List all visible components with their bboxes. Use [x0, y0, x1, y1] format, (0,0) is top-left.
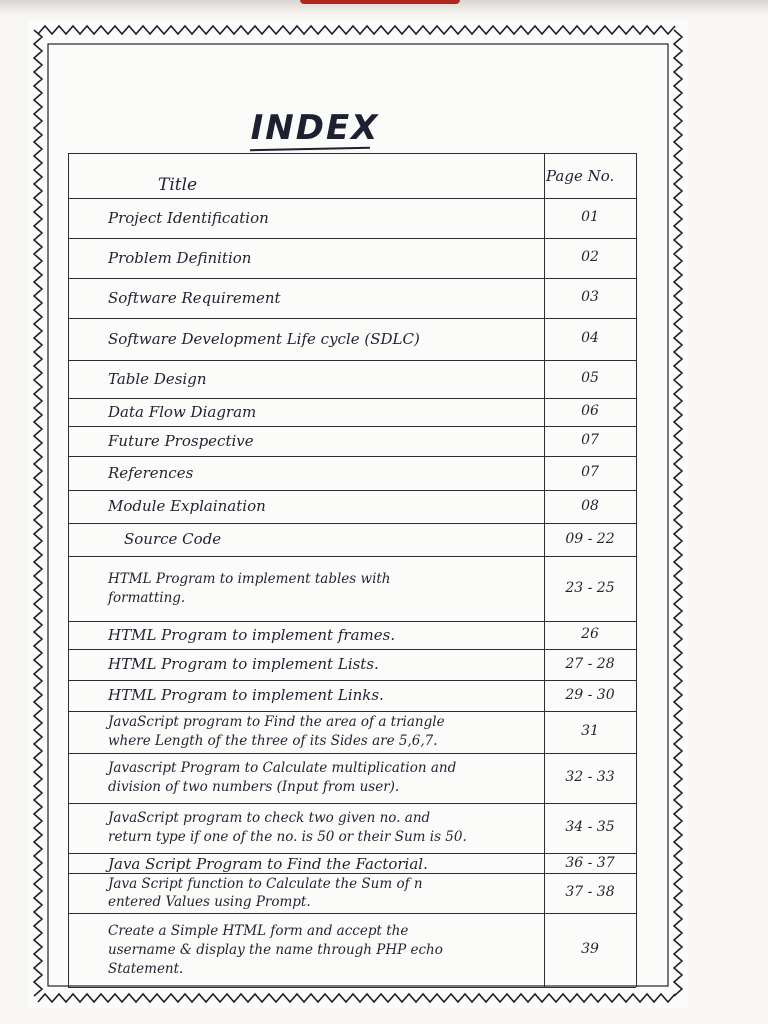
row-title: [108, 464, 193, 483]
table-row: [68, 711, 636, 753]
row-title: [108, 922, 443, 979]
row-rule: [68, 987, 636, 988]
row-rule: [68, 649, 636, 650]
row-title-line: Javascript Program to Calculate multiplication and: [108, 760, 457, 776]
binding-red-mark: [300, 0, 460, 4]
row-title-line: Table Design: [108, 369, 207, 388]
row-page-number: 09 - 22: [565, 530, 615, 547]
table-row: [68, 426, 636, 456]
row-rule: [68, 198, 636, 199]
row-title: [108, 686, 384, 705]
row-page-number: 03: [581, 289, 599, 305]
row-page-number: 04: [581, 330, 599, 346]
row-title-line: Statement.: [108, 960, 184, 977]
row-title-line: username & display the name through PHP echo: [108, 941, 443, 958]
row-page-number: 08: [581, 497, 599, 514]
table-row: [68, 523, 636, 556]
row-rule: [68, 278, 636, 279]
row-page-number: 39: [581, 941, 599, 957]
row-rule: [68, 711, 636, 712]
row-title: [108, 249, 251, 268]
row-title-line: entered Values using Prompt.: [108, 894, 311, 910]
row-title-line: Problem Definition: [108, 248, 252, 267]
row-page-number: 07: [581, 464, 599, 480]
table-row: [68, 753, 636, 803]
table-row: [68, 680, 636, 711]
title-column-header: Title: [158, 175, 198, 195]
row-page-number: 37 - 38: [565, 884, 615, 900]
row-page-number: 32 - 33: [565, 769, 615, 785]
row-title-line: HTML Program to implement Lists.: [108, 655, 379, 673]
table-row: [68, 873, 636, 913]
row-rule: [68, 913, 636, 914]
row-page-number: 27 - 28: [565, 655, 615, 672]
row-title-line: Module Explaination: [108, 497, 266, 515]
row-title-line: formatting.: [108, 589, 186, 606]
row-rule: [68, 490, 636, 491]
row-title: [108, 809, 467, 847]
row-title-line: JavaScript program to Find the area of a triangle: [108, 714, 445, 730]
row-title: [108, 370, 207, 389]
table-row: [68, 456, 636, 490]
row-title: [108, 209, 269, 228]
row-page-number: 34 - 35: [565, 819, 615, 835]
table-row: [68, 621, 636, 649]
table-row: [68, 803, 636, 853]
row-title-line: Java Script Program to Find the Factorial.: [108, 855, 428, 873]
row-rule: [68, 426, 636, 427]
table-row: [68, 913, 636, 987]
row-title: [108, 403, 256, 422]
table-row: [68, 398, 636, 426]
row-rule: [68, 398, 636, 399]
row-title: [108, 432, 254, 451]
table-row: [68, 490, 636, 523]
table-row: [68, 556, 636, 621]
row-title: [108, 626, 395, 645]
row-page-number: 05: [581, 370, 599, 386]
row-page-number: 31: [581, 723, 599, 739]
row-title-line: HTML Program to implement tables with: [108, 570, 391, 587]
row-title: [108, 713, 445, 751]
row-title: [108, 289, 281, 308]
row-rule: [68, 873, 636, 874]
row-title-line: HTML Program to implement frames.: [108, 625, 396, 644]
row-rule: [68, 621, 636, 622]
row-title-line: Source Code: [124, 530, 222, 548]
row-rule: [68, 456, 636, 457]
row-title-line: return type if one of the no. is 50 or their Sum is 50.: [108, 829, 467, 845]
row-page-number: 26: [581, 626, 599, 642]
row-title: [108, 655, 379, 674]
row-title: [108, 497, 266, 516]
row-title-line: Software Requirement: [108, 288, 281, 307]
row-title: [108, 330, 420, 349]
notebook-page: [28, 20, 688, 1008]
row-rule: [68, 153, 636, 154]
row-rule: [68, 803, 636, 804]
row-rule: [68, 753, 636, 754]
index-table: [68, 153, 636, 987]
row-title: [108, 570, 391, 608]
row-rule: [68, 853, 636, 854]
row-page-number: 02: [581, 249, 599, 265]
table-row: [68, 278, 636, 318]
row-title-line: HTML Program to implement Links.: [108, 686, 384, 704]
row-title: [108, 855, 428, 874]
table-row: [68, 649, 636, 680]
table-row: [68, 238, 636, 278]
table-right-edge: [636, 153, 637, 987]
row-title: [108, 875, 423, 911]
row-title: [124, 530, 221, 549]
row-title: [108, 759, 456, 797]
row-title-line: division of two numbers (Input from user).: [108, 779, 400, 795]
row-rule: [68, 556, 636, 557]
row-title-line: where Length of the three of its Sides are 5,6,7.: [108, 733, 438, 749]
row-title-line: Create a Simple HTML form and accept the: [108, 922, 409, 939]
row-title-line: Project Identification: [108, 208, 269, 227]
table-row: [68, 318, 636, 360]
table-row: [68, 198, 636, 238]
page-column-header: Page No.: [546, 167, 615, 185]
page-title: INDEX: [250, 108, 380, 148]
row-title-line: JavaScript program to check two given no. and: [108, 810, 431, 826]
row-title-line: Future Prospective: [108, 431, 254, 450]
row-title-line: References: [108, 463, 194, 482]
row-rule: [68, 360, 636, 361]
table-row: [68, 853, 636, 873]
row-title-line: Data Flow Diagram: [108, 402, 257, 421]
row-page-number: 29 - 30: [565, 686, 615, 703]
table-row: [68, 360, 636, 398]
row-title-line: Software Development Life cycle (SDLC): [108, 329, 420, 348]
row-rule: [68, 318, 636, 319]
row-rule: [68, 238, 636, 239]
row-rule: [68, 523, 636, 524]
row-page-number: 23 - 25: [565, 579, 615, 596]
row-page-number: 06: [581, 403, 599, 419]
row-page-number: 07: [581, 432, 599, 448]
row-page-number: 36 - 37: [565, 855, 615, 871]
row-page-number: 01: [581, 209, 599, 225]
row-rule: [68, 680, 636, 681]
row-title-line: Java Script function to Calculate the Sum of n: [108, 876, 423, 892]
